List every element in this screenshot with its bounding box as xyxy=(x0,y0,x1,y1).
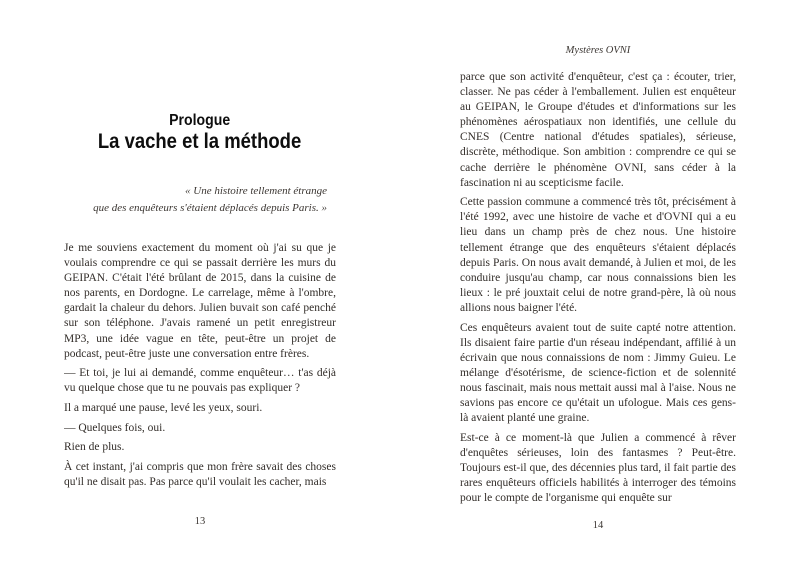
chapter-label xyxy=(64,112,336,130)
paragraph: À cet instant, j'ai compris que mon frère savait des choses qu'il ne disait pas. Pas parce qu'il voulait les cacher, mais xyxy=(64,460,336,488)
chapter-title-text: La vache et la méthode xyxy=(98,130,302,153)
left-page-body xyxy=(64,241,336,507)
paragraph: Rien de plus. xyxy=(64,441,125,454)
right-page xyxy=(460,0,736,576)
right-page-body xyxy=(460,70,736,514)
page-number-right: 14 xyxy=(592,520,604,531)
epigraph-line-1: « Une histoire tellement étrange xyxy=(185,185,327,197)
paragraph: Il a marqué une pause, levé les yeux, souri. xyxy=(64,401,263,414)
running-header: Mystères OVNI xyxy=(565,45,631,56)
chapter-label-text: Prologue xyxy=(169,112,231,129)
paragraph: Cette passion commune a commencé très tôt, précisément à l'été 1992, avec une histoire de vache et d'OVNI qui a eu lieu dans un champ près de chez nous. Une histoire tellement étrange que des enquêteurs s'étaient déplacés depuis Paris. On nous avait demandé, à Julien et moi, de les conduire jusqu'au champ, car nous connaissions bien les lieux : le pré jouxtait celui de notre grand-père, là où nous allions nous baigner l'été. xyxy=(460,196,736,314)
paragraph: Est-ce à ce moment-là que Julien a commencé à rêver d'enquêtes sérieuses, loin des fantasmes ? Peut-être. Toujours est-il que, des décennies plus tard, il fait partie des rares enquêteurs officiels habilités à interroger des témoins pour le compte de l'organisme qui enquête sur xyxy=(460,431,736,505)
epigraph-line-2: que des enquêteurs s'étaient déplacés depuis Paris. » xyxy=(93,202,327,214)
left-page xyxy=(64,0,336,576)
page-number-left: 13 xyxy=(194,516,206,527)
paragraph: parce que son activité d'enquêteur, c'est ça : écouter, trier, classer. Ne pas céder à l'emballement. Julien est enquêteur au GEIPAN, le Groupe d'études et d'informations sur les phénomènes aérospatiaux non identifiés, une cellule du CNES (Centre national d'études spatiales), sérieuse, discrète, méthodique. Son ambition : comprendre ce qui se cache derrière le phénomène OVNI, sans céder à la fascination ni au scepticisme facile. xyxy=(460,71,736,189)
epigraph xyxy=(64,183,336,217)
paragraph-dialogue: — Quelques fois, oui. xyxy=(64,421,166,434)
chapter-title xyxy=(64,130,336,154)
paragraph-dialogue: — Et toi, je lui ai demandé, comme enquêteur… t'as déjà vu quelque chose que tu ne pouvais pas expliquer ? xyxy=(64,367,336,395)
paragraph: Je me souviens exactement du moment où j'ai su que je voulais comprendre ce qui se passait derrière les murs du GEIPAN. C'était l'été brûlant de 2015, dans la cuisine de nos parents, en Dordogne. Le carrelage, même à l'ombre, gardait la chaleur du dehors. Julien buvait son café penché sur son téléphone. J'avais ramené un petit enregistreur MP3, une idée vague en tête, peut-être un projet de podcast, peut-être juste une conversation entre frères. xyxy=(64,242,336,360)
paragraph: Ces enquêteurs avaient tout de suite capté notre attention. Ils disaient faire partie d'un réseau indépendant, affilié à un écrivain que nous connaissions de nom : Jimmy Guieu. Le mélange d'ésotérisme, de science-fiction et de solennité nous fascinait, mais nous mettait aussi mal à l'aise. Nous ne savions pas encore ce qu'était un ufologue. Mais ces gens-là avaient planté une graine. xyxy=(460,321,736,425)
